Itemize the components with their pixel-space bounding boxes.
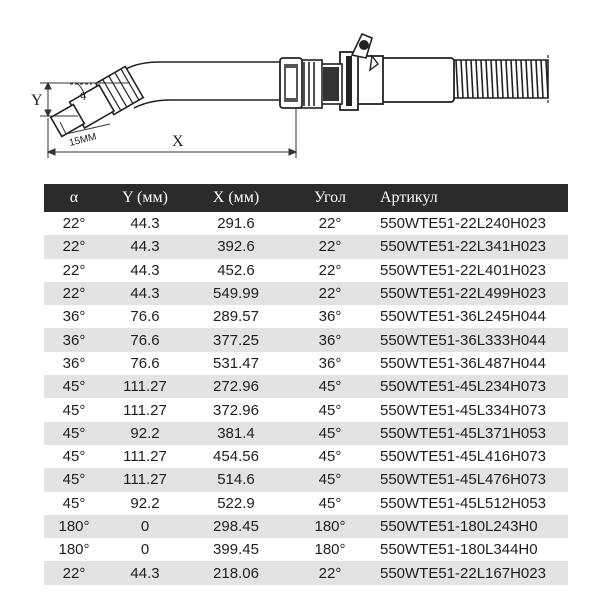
table-row	[44, 492, 568, 515]
cell-article: 550WTE51-45L234H073	[374, 375, 568, 398]
angle-alpha-label: α	[80, 87, 87, 101]
header-y: Y (мм)	[104, 184, 186, 212]
cell-angle: 22°	[286, 561, 374, 584]
cell-article: 550WTE51-45L416H073	[380, 448, 546, 466]
cell-angle: 22°	[286, 235, 374, 258]
cell-article: 550WTE51-45L476H073	[374, 468, 568, 491]
table-row	[44, 398, 568, 421]
cell-x: 381.4	[186, 422, 286, 445]
cell-article: 550WTE51-36L487H044	[380, 354, 546, 372]
cell-article: 550WTE51-180L243H0	[374, 515, 568, 538]
cell-x: 377.25	[186, 328, 286, 351]
table-row	[44, 468, 568, 491]
cell-y: 44.3	[130, 215, 160, 233]
cell-angle: 36°	[318, 354, 342, 372]
cell-alpha: 22°	[44, 282, 104, 305]
cell-y: 111.27	[104, 468, 186, 491]
cell-y: 0	[104, 515, 186, 538]
cell-y: 44.3	[130, 261, 160, 279]
torch-neck	[124, 62, 280, 108]
cell-y: 44.3	[104, 561, 186, 584]
torch-technical-drawing	[0, 0, 600, 180]
table-row	[44, 561, 568, 584]
cell-alpha: 45°	[62, 494, 86, 512]
cell-y: 0	[140, 541, 150, 559]
cell-angle: 45°	[286, 422, 374, 445]
cell-angle: 22°	[318, 261, 342, 279]
cell-angle: 180°	[314, 541, 346, 559]
cell-x: 289.57	[213, 308, 259, 326]
cell-x: 298.45	[186, 515, 286, 538]
cell-alpha: 45°	[44, 422, 104, 445]
cell-y: 44.3	[104, 235, 186, 258]
cell-alpha: 45°	[44, 375, 104, 398]
table-row	[44, 538, 568, 561]
cell-alpha: 180°	[44, 515, 104, 538]
dimension-x-label: X	[172, 133, 184, 150]
cell-article: 550WTE51-45L512H053	[380, 494, 546, 512]
cell-alpha: 22°	[62, 215, 86, 233]
table-row	[44, 328, 568, 351]
table-row	[44, 422, 568, 445]
cell-x: 291.6	[217, 215, 255, 233]
cell-x: 372.96	[213, 401, 259, 419]
cell-angle: 22°	[318, 215, 342, 233]
cell-article: 550WTE51-22L341H023	[374, 235, 568, 258]
cell-alpha: 22°	[62, 261, 86, 279]
cell-alpha: 36°	[62, 354, 86, 372]
table-header-row	[44, 184, 568, 212]
cell-angle: 180°	[286, 515, 374, 538]
cell-x: 454.56	[213, 448, 259, 466]
cell-angle: 45°	[286, 375, 374, 398]
cell-article: 550WTE51-45L371H053	[374, 422, 568, 445]
corrugated-hose	[452, 55, 548, 103]
table-row	[44, 375, 568, 398]
cell-x: 514.6	[186, 468, 286, 491]
cell-y: 76.6	[130, 308, 160, 326]
cell-article: 550WTE51-22L167H023	[374, 561, 568, 584]
nozzle-size-label: 15MM	[68, 131, 98, 149]
cell-y: 111.27	[123, 448, 167, 466]
cell-alpha: 22°	[44, 235, 104, 258]
cell-x: 218.06	[186, 561, 286, 584]
cell-article: 550WTE51-22L401H023	[380, 261, 546, 279]
cell-x: 272.96	[186, 375, 286, 398]
cell-alpha: 36°	[62, 308, 86, 326]
cell-alpha: 22°	[44, 561, 104, 584]
cell-alpha: 180°	[58, 541, 90, 559]
cell-article: 550WTE51-180L344H0	[380, 541, 538, 559]
specification-table	[44, 184, 568, 585]
header-x: X (мм)	[186, 184, 286, 212]
cell-y: 92.2	[104, 422, 186, 445]
header-article: Артикул	[374, 184, 568, 212]
cell-x: 531.47	[213, 354, 259, 372]
cell-angle: 45°	[318, 401, 342, 419]
cell-y: 76.6	[130, 354, 160, 372]
cell-y: 44.3	[104, 282, 186, 305]
cell-article: 550WTE51-45L334H073	[380, 401, 546, 419]
cell-x: 399.45	[213, 541, 259, 559]
cell-article: 550WTE51-22L499H023	[374, 282, 568, 305]
cell-y: 76.6	[104, 328, 186, 351]
dimension-y-label: Y	[31, 92, 43, 109]
cell-article: 550WTE51-36L245H044	[380, 308, 546, 326]
cell-alpha: 45°	[44, 468, 104, 491]
cell-y: 111.27	[123, 401, 167, 419]
cell-x: 549.99	[186, 282, 286, 305]
cell-x: 392.6	[186, 235, 286, 258]
table-row	[44, 282, 568, 305]
cell-alpha: 45°	[62, 448, 86, 466]
table-row	[44, 352, 568, 375]
cell-y: 92.2	[130, 494, 160, 512]
cell-alpha: 45°	[62, 401, 86, 419]
torch-handle	[280, 52, 454, 110]
cell-alpha: 36°	[44, 328, 104, 351]
cell-angle: 45°	[286, 468, 374, 491]
header-angle: Угол	[286, 184, 374, 212]
table-row	[44, 212, 568, 235]
table-row	[44, 235, 568, 258]
table-row	[44, 445, 568, 468]
cell-article: 550WTE51-22L240H023	[380, 215, 546, 233]
cell-y: 111.27	[104, 375, 186, 398]
cell-article: 550WTE51-36L333H044	[374, 328, 568, 351]
table-row	[44, 305, 568, 328]
table-row	[44, 515, 568, 538]
header-alpha: α	[44, 184, 104, 212]
cell-angle: 45°	[318, 448, 342, 466]
table-row	[44, 259, 568, 282]
cell-angle: 36°	[318, 308, 342, 326]
cell-x: 522.9	[217, 494, 255, 512]
cell-x: 452.6	[217, 261, 255, 279]
nozzle-assembly	[47, 66, 143, 142]
cell-angle: 36°	[286, 328, 374, 351]
cell-angle: 45°	[318, 494, 342, 512]
cell-angle: 22°	[286, 282, 374, 305]
